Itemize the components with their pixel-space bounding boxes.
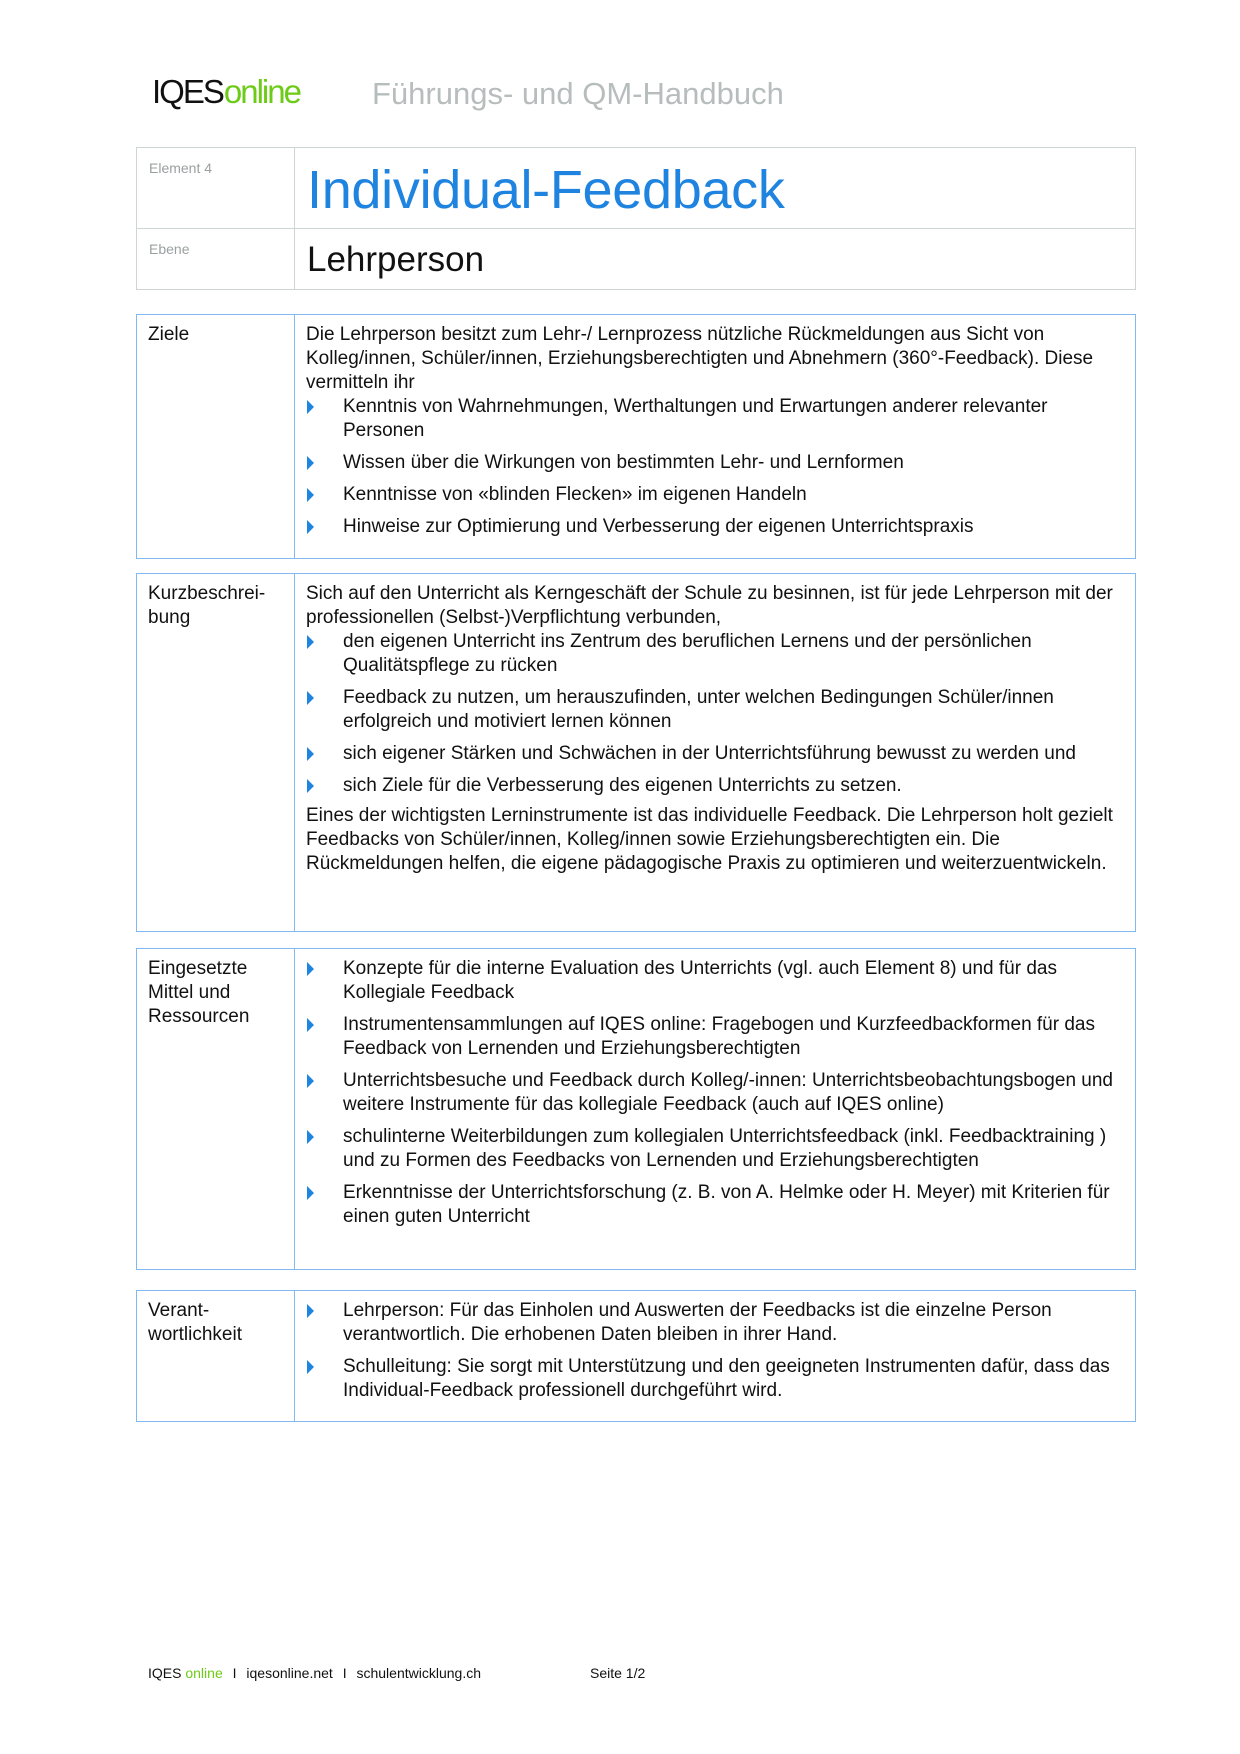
bullet-triangle-icon <box>307 779 314 793</box>
list-item: den eigenen Unterricht ins Zentrum des beruflichen Lernens und der persönlichen Qualitätspflege zu rücken <box>306 630 1125 678</box>
section-mittel-ressourcen <box>136 948 1136 1270</box>
list-item: Erkenntnisse der Unterrichtsforschung (z. B. von A. Helmke oder H. Meyer) mit Kriterien für einen guten Unterricht <box>306 1181 1125 1229</box>
bullet-triangle-icon <box>307 1130 314 1144</box>
section-ziele <box>136 314 1136 559</box>
section-label: Eingesetzte Mittel und Ressourcen <box>137 949 295 1269</box>
level-row <box>137 229 1135 289</box>
section-outro: Eines der wichtigsten Lerninstrumente ist das individuelle Feedback. Die Lehrperson holt gezielt Feedbacks von Schüler/innen, Kolleg/innen sowie Erziehungsberechtigten ein. Die Rückmeldungen helfen, die eigene pädagogische Praxis zu optimieren und weiterzuentwickeln. <box>306 805 1113 874</box>
list-item: Lehrperson: Für das Einholen und Auswerten der Feedbacks ist die einzelne Person verantwortlich. Die erhobenen Daten bleiben in ihrer Hand. <box>306 1299 1125 1347</box>
footer-separator: I <box>342 1665 347 1681</box>
page-number: Seite 1/2 <box>590 1665 646 1681</box>
footer-separator: I <box>232 1665 237 1681</box>
list-item: Kenntnis von Wahrnehmungen, Werthaltungen und Erwartungen anderer relevanter Personen <box>306 395 1125 443</box>
logo-online: online <box>223 73 300 110</box>
footer <box>148 1665 481 1681</box>
section-kurzbeschreibung <box>136 573 1136 932</box>
bullet-triangle-icon <box>307 488 314 502</box>
list-item: schulinterne Weiterbildungen zum kollegialen Unterrichtsfeedback (inkl. Feedbacktraining ) und zu Formen des Feedbacks von Lernenden und Erziehungsberechtigten <box>306 1125 1125 1173</box>
bullet-triangle-icon <box>307 1074 314 1088</box>
bullet-triangle-icon <box>307 1360 314 1374</box>
logo-iqes: IQES <box>152 73 223 110</box>
bullet-triangle-icon <box>307 456 314 470</box>
level-value: Lehrperson <box>307 240 485 279</box>
section-intro: Die Lehrperson besitzt zum Lehr-/ Lernprozess nützliche Rückmeldungen aus Sicht von Kolleg/innen, Schüler/innen, Erziehungsberechtigten und Abnehmern (360°-Feedback). Diese vermitteln ihr <box>306 324 1094 393</box>
section-intro: Sich auf den Unterricht als Kerngeschäft der Schule zu besinnen, ist für jede Lehrperson mit der professionellen (Selbst-)Verpflichtung verbunden, <box>306 583 1113 628</box>
bullet-triangle-icon <box>307 962 314 976</box>
list-item: Konzepte für die interne Evaluation des Unterrichts (vgl. auch Element 8) und für das Kollegiale Feedback <box>306 957 1125 1005</box>
bullet-triangle-icon <box>307 691 314 705</box>
list-item: Feedback zu nutzen, um herauszufinden, unter welchen Bedingungen Schüler/innen erfolgreich und motiviert lernen können <box>306 686 1125 734</box>
title-table <box>136 147 1136 290</box>
page-title: Individual-Feedback <box>307 160 785 220</box>
element-label: Element 4 <box>137 148 295 228</box>
iqes-online-logo <box>152 72 300 112</box>
list-item: Kenntnisse von «blinden Flecken» im eigenen Handeln <box>306 483 1125 507</box>
section-label: Verant- wortlichkeit <box>137 1291 295 1421</box>
footer-link-iqesonline[interactable]: iqesonline.net <box>246 1665 333 1681</box>
footer-link-schulentwicklung[interactable]: schulentwicklung.ch <box>356 1665 481 1681</box>
footer-brand-iqes: IQES <box>148 1665 182 1681</box>
element-row <box>137 148 1135 229</box>
section-label: Ziele <box>137 315 295 558</box>
bullet-triangle-icon <box>307 635 314 649</box>
handbook-title: Führungs- und QM-Handbuch <box>372 76 784 111</box>
level-label: Ebene <box>137 229 295 289</box>
footer-brand-online: online <box>185 1665 223 1681</box>
list-item: sich Ziele für die Verbesserung des eigenen Unterrichts zu setzen. <box>306 774 1125 798</box>
list-item: Unterrichtsbesuche und Feedback durch Kolleg/-innen: Unterrichtsbeobachtungsbogen und weitere Instrumente für das kollegiale Feedback (auch auf IQES online) <box>306 1069 1125 1117</box>
section-verantwortlichkeit <box>136 1290 1136 1422</box>
bullet-triangle-icon <box>307 400 314 414</box>
bullet-triangle-icon <box>307 1186 314 1200</box>
list-item: Hinweise zur Optimierung und Verbesserung der eigenen Unterrichtspraxis <box>306 515 1125 539</box>
list-item: Wissen über die Wirkungen von bestimmten Lehr- und Lernformen <box>306 451 1125 475</box>
bullet-triangle-icon <box>307 747 314 761</box>
list-item: Schulleitung: Sie sorgt mit Unterstützung und den geeigneten Instrumenten dafür, dass das Individual-Feedback professionell durchgeführt wird. <box>306 1355 1125 1403</box>
bullet-triangle-icon <box>307 1304 314 1318</box>
bullet-triangle-icon <box>307 1018 314 1032</box>
bullet-triangle-icon <box>307 520 314 534</box>
list-item: Instrumentensammlungen auf IQES online: Fragebogen und Kurzfeedbackformen für das Feedback von Lernenden und Erziehungsberechtigten <box>306 1013 1125 1061</box>
list-item: sich eigener Stärken und Schwächen in der Unterrichtsführung bewusst zu werden und <box>306 742 1125 766</box>
section-label: Kurzbeschrei- bung <box>137 574 295 931</box>
